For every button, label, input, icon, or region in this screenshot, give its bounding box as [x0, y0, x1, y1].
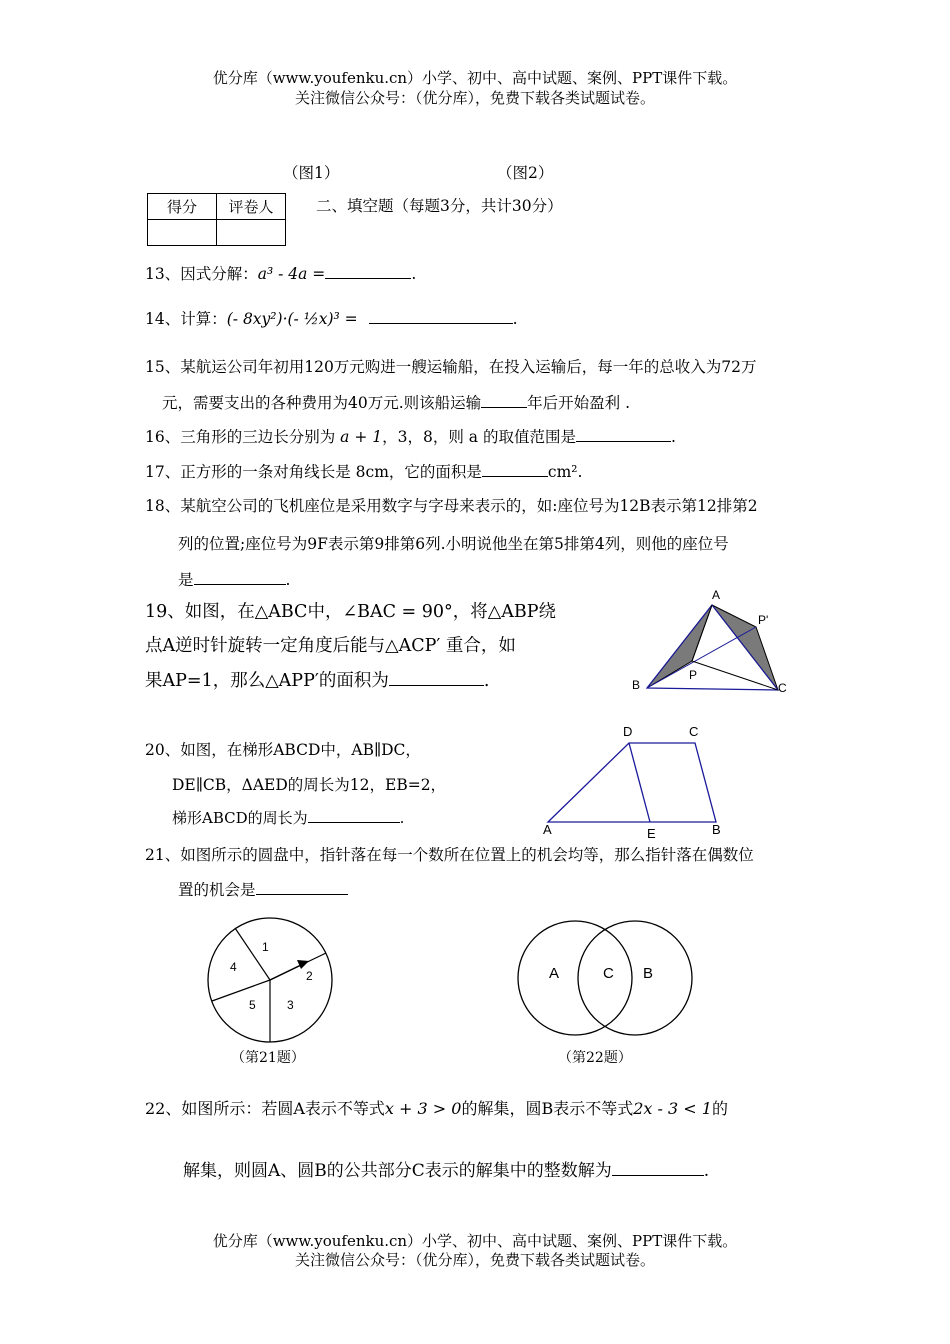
q15-text-a: 元，需要支出的各种费用为40万元.则该船运输 — [162, 394, 482, 412]
q15-line-1: 15、某航运公司年初用120万元购进一艘运输船，在投入运输后，每一年的总收入为72万 — [145, 358, 757, 376]
label-b: B — [632, 678, 641, 692]
q16-expression: a + 1 — [340, 428, 383, 446]
figure-1-label: （图1） — [283, 164, 340, 182]
q21-line-2 — [178, 878, 348, 900]
figure-2-label: （图2） — [497, 164, 554, 182]
header-line-2: 关注微信公众号：（优分库），免费下载各类试题试卷。 — [294, 89, 655, 107]
q18-text-b: . — [285, 571, 291, 589]
sector-label-5: 5 — [249, 998, 256, 1012]
score-header: 得分 — [148, 194, 217, 220]
q22-text-a: 22、如图所示：若圆A表示不等式 — [145, 1099, 385, 1118]
label-a: A — [712, 588, 721, 602]
q14-text: 14、计算： — [145, 310, 227, 328]
sector-label-1: 1 — [262, 940, 269, 954]
q14-answer-blank[interactable] — [369, 309, 513, 324]
venn-label-b: B — [643, 965, 654, 982]
question-17 — [145, 460, 582, 482]
divider-1 — [235, 928, 270, 980]
q15-line-2 — [162, 391, 630, 413]
venn-diagram — [515, 918, 700, 1043]
spinner-pointer — [270, 965, 301, 980]
divider-4 — [212, 980, 270, 1001]
q19-text-b: . — [483, 671, 490, 691]
q22-text-c: 的 — [711, 1099, 728, 1118]
q20-line-3 — [172, 807, 404, 828]
q14-expression: (- 8xy²)·(- ½x)³ = — [226, 310, 358, 328]
venn-label-c: C — [603, 965, 614, 982]
label-d: D — [623, 724, 633, 739]
q16-text-a: 16、三角形的三边长分别为 — [145, 428, 336, 446]
q21-answer-blank[interactable] — [256, 880, 348, 895]
q20-answer-blank[interactable] — [308, 808, 400, 823]
segment-bp-prime — [647, 627, 756, 688]
q17-text-a: 17、正方形的一条对角线长是 8cm，它的面积是 — [145, 463, 482, 481]
label-p-prime: P' — [758, 613, 769, 627]
question-14 — [145, 307, 518, 329]
q13-text: 13、因式分解： — [145, 265, 258, 283]
label-b: B — [712, 822, 721, 837]
label-e: E — [647, 826, 656, 841]
q21-caption: （第21题） — [231, 1050, 305, 1066]
label-a: A — [543, 822, 552, 837]
circle-b — [578, 921, 692, 1035]
q19-answer-blank[interactable] — [389, 669, 484, 686]
q19-text-a: 果AP=1，那么△APP′的面积为 — [145, 671, 389, 691]
trapezoid-figure — [538, 720, 738, 845]
label-c: C — [778, 681, 787, 695]
question-13 — [145, 262, 416, 284]
segment-de — [629, 743, 650, 822]
q16-end: . — [670, 428, 676, 446]
q19-line-1: 19、如图，在△ABC中，∠BAC = 90°，将△ABP绕 — [145, 602, 557, 622]
q22-caption: （第22题） — [558, 1050, 632, 1066]
q22-expression-2: 2x - 3 < 1 — [633, 1099, 712, 1118]
q21-line-1: 21、如图所示的圆盘中，指针落在每一个数所在位置上的机会均等，那么指针落在偶数位 — [145, 846, 754, 864]
q18-line-1: 18、某航空公司的飞机座位是采用数字与字母来表示的，如:座位号为12B表示第12排第2 — [145, 497, 758, 515]
label-c: C — [689, 724, 699, 739]
q20-text-b: . — [399, 809, 405, 827]
label-p: P — [689, 668, 698, 682]
section-title: 二、填空题（每题3分，共计30分） — [316, 197, 563, 215]
footer-line-2: 关注微信公众号：（优分库），免费下载各类试题试卷。 — [294, 1251, 655, 1269]
q22-line-1 — [145, 1096, 728, 1119]
q17-answer-blank[interactable] — [482, 462, 548, 477]
q18-line-2: 列的位置;座位号为9F表示第9排第6列.小明说他坐在第5排第4列，则他的座位号 — [178, 535, 729, 553]
q15-text-b: 年后开始盈利 . — [527, 394, 631, 412]
q13-end: . — [411, 265, 417, 283]
spinner-figure — [205, 915, 335, 1045]
q22-expression-1: x + 3 > 0 — [384, 1099, 462, 1118]
question-16 — [145, 425, 676, 447]
q14-end: . — [512, 310, 518, 328]
q20-text-a: 梯形ABCD的周长为 — [172, 809, 308, 827]
q18-text-a: 是 — [178, 571, 194, 589]
sector-label-3: 3 — [287, 998, 294, 1012]
triangle-rotation-figure — [620, 585, 800, 700]
q18-line-3 — [178, 568, 290, 590]
venn-label-a: A — [549, 965, 560, 982]
footer-line-1: 优分库（www.youfenku.cn）小学、初中、高中试题、案例、PPT课件下载。 — [212, 1232, 738, 1250]
q16-answer-blank[interactable] — [576, 427, 671, 442]
q16-text-b: ，3，8，则 a 的取值范围是 — [382, 428, 576, 446]
q22-text-b: 的解集，圆B表示不等式 — [461, 1099, 634, 1118]
circle-a — [518, 921, 632, 1035]
score-table — [147, 193, 286, 246]
sector-label-2: 2 — [306, 969, 313, 983]
q15-answer-blank[interactable] — [481, 393, 527, 408]
q19-line-2: 点A逆时针旋转一定角度后能与△ACP′ 重合，如 — [145, 636, 516, 656]
q22-answer-blank[interactable] — [612, 1159, 704, 1176]
sector-label-4: 4 — [230, 960, 237, 974]
grader-cell — [217, 220, 286, 246]
q17-text-b: cm². — [547, 463, 583, 481]
q21-text: 置的机会是 — [178, 881, 256, 899]
q18-answer-blank[interactable] — [194, 570, 286, 585]
q13-expression: a³ - 4a = — [257, 265, 326, 283]
q22-text-e: . — [703, 1161, 710, 1181]
q22-line-2 — [183, 1156, 709, 1181]
q13-answer-blank[interactable] — [325, 264, 411, 279]
q20-line-1: 20、如图，在梯形ABCD中，AB∥DC， — [145, 741, 421, 759]
q22-text-d: 解集，则圆A、圆B的公共部分C表示的解集中的整数解为 — [183, 1161, 612, 1181]
header-line-1: 优分库（www.youfenku.cn）小学、初中、高中试题、案例、PPT课件下载。 — [212, 69, 738, 87]
pointer-arrowhead-icon — [297, 960, 309, 969]
q20-line-2: DE∥CB，ΔAED的周长为12，EB=2， — [172, 776, 447, 794]
score-cell — [148, 220, 217, 246]
grader-header: 评卷人 — [217, 194, 286, 220]
q19-line-3 — [145, 667, 489, 692]
